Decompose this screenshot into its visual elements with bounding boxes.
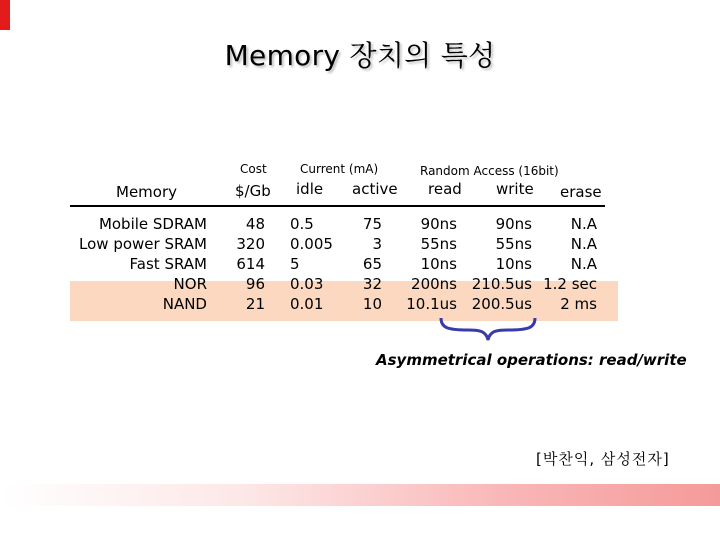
header-cost: $/Gb: [235, 182, 271, 200]
table-cell-active: 10: [362, 295, 382, 313]
table-cell-erase: 1.2 sec: [543, 275, 597, 293]
table-cell-cost: 614: [236, 255, 265, 273]
table-cell-active: 32: [362, 275, 382, 293]
table-cell-idle: 5: [290, 255, 300, 273]
table-cell-cost: 96: [245, 275, 265, 293]
table-cell-active: 3: [372, 235, 382, 253]
header-current-group: Current (mA): [300, 162, 379, 176]
table-cell-memory: Fast SRAM: [129, 255, 207, 273]
header-idle: idle: [296, 180, 324, 198]
table-cell-active: 65: [362, 255, 382, 273]
table-cell-read: 200ns: [411, 275, 457, 293]
table-cell-memory: NOR: [173, 275, 207, 293]
table-cell-active: 75: [362, 215, 382, 233]
corner-accent: [0, 0, 10, 30]
header-memory: Memory: [116, 183, 178, 201]
table-cell-memory: Mobile SDRAM: [98, 215, 207, 233]
table-cell-read: 10.1us: [406, 295, 457, 313]
table-cell-cost: 48: [245, 215, 265, 233]
table-cell-cost: 21: [245, 295, 265, 313]
header-divider: [70, 205, 605, 207]
table-cell-idle: 0.01: [290, 295, 324, 313]
header-cost-group: Cost: [240, 162, 267, 176]
table-cell-erase: N.A: [570, 235, 597, 253]
table-cell-idle: 0.5: [290, 215, 314, 233]
table-cell-idle: 0.03: [290, 275, 324, 293]
table-cell-erase: N.A: [570, 215, 597, 233]
header-write: write: [496, 180, 534, 198]
table-cell-write: 210.5us: [471, 275, 532, 293]
table-cell-write: 10ns: [495, 255, 532, 273]
asymmetric-note: Asymmetrical operations: read/write: [376, 351, 687, 369]
header-active: active: [352, 180, 398, 198]
footer-gradient-bar: [0, 484, 720, 506]
table-cell-read: 10ns: [420, 255, 457, 273]
brace-icon: [438, 316, 538, 342]
table-cell-read: 55ns: [420, 235, 457, 253]
table-cell-erase: 2 ms: [560, 295, 597, 313]
slide-title: Memory 장치의 특성: [224, 39, 496, 72]
table-cell-idle: 0.005: [290, 235, 333, 253]
header-random-access-group: Random Access (16bit): [420, 164, 559, 178]
table-cell-erase: N.A: [570, 255, 597, 273]
table-cell-read: 90ns: [420, 215, 457, 233]
table-cell-write: 90ns: [495, 215, 532, 233]
header-read: read: [428, 180, 462, 198]
table-cell-write: 200.5us: [471, 295, 532, 313]
table-cell-memory: Low power SRAM: [79, 235, 207, 253]
table-cell-memory: NAND: [162, 295, 207, 313]
citation: [박찬익, 삼성전자]: [536, 450, 670, 468]
header-erase: erase: [560, 183, 602, 201]
table-cell-cost: 320: [236, 235, 265, 253]
table-cell-write: 55ns: [495, 235, 532, 253]
